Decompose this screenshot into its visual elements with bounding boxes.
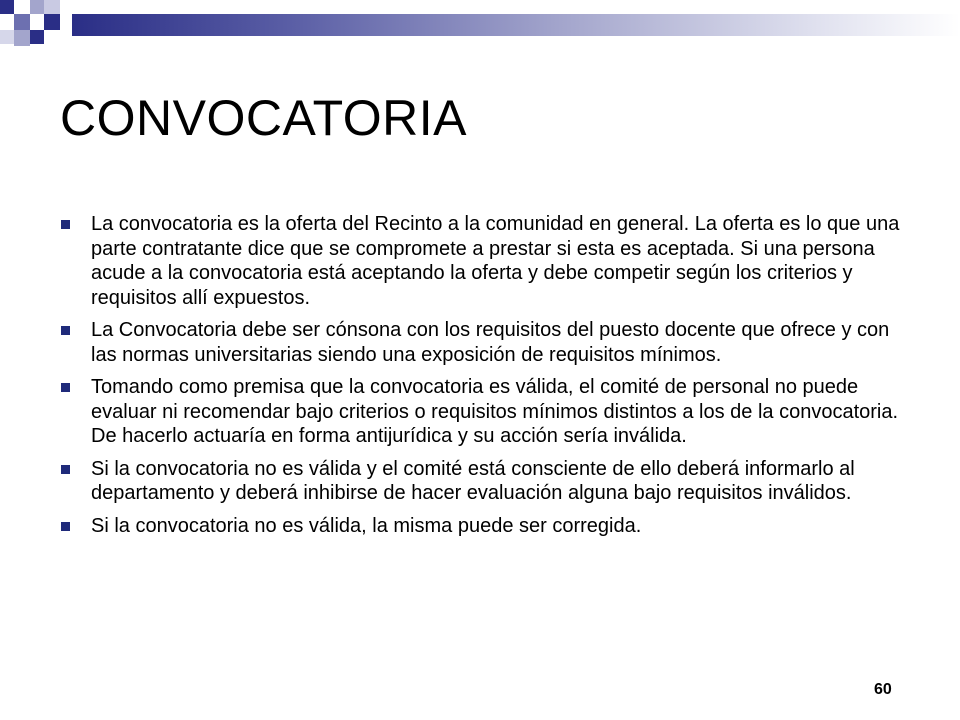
header-decoration [0,0,960,60]
square-bullet-icon [61,383,70,392]
square-bullet-icon [61,220,70,229]
square-bullet-icon [61,465,70,474]
list-item [60,457,900,506]
slide-title: CONVOCATORIA [60,90,467,146]
header-gradient-bar [72,14,960,36]
list-item [60,212,900,310]
bullet-text: Si la convocatoria no es válida, la misma puede ser corregida. [91,514,642,537]
bullet-list [60,212,900,546]
bullet-text: La convocatoria es la oferta del Recinto a la comunidad en general. La oferta es lo que una parte contratante dice que se compromete a prestar si esta es aceptada. Si una persona acude a la convocatoria está aceptando la oferta y debe competir según los criterios y requisitos allí expuestos. [91,213,900,309]
bullet-text: Tomando como premisa que la convocatoria es válida, el comité de personal no puede evaluar ni recomendar bajo criterios o requisitos mínimos distintos a los de la convocatoria. De hacerlo actuaría en forma antijurídica y su acción sería inválida. [91,376,899,447]
square-bullet-icon [61,522,70,531]
square-bullet-icon [61,326,70,335]
bullet-text: La Convocatoria debe ser cónsona con los requisitos del puesto docente que ofrece y con las normas universitarias siendo una exposición de requisitos mínimos. [91,319,890,366]
page-number: 60 [874,681,892,698]
square-cluster-icon [0,0,60,60]
bullet-text: Si la convocatoria no es válida y el comité está consciente de ello deberá informarlo al departamento y deberá inhibirse de hacer evaluación alguna bajo requisitos inválidos. [91,457,855,504]
list-item [60,375,900,449]
list-item [60,318,900,367]
list-item [60,514,900,539]
